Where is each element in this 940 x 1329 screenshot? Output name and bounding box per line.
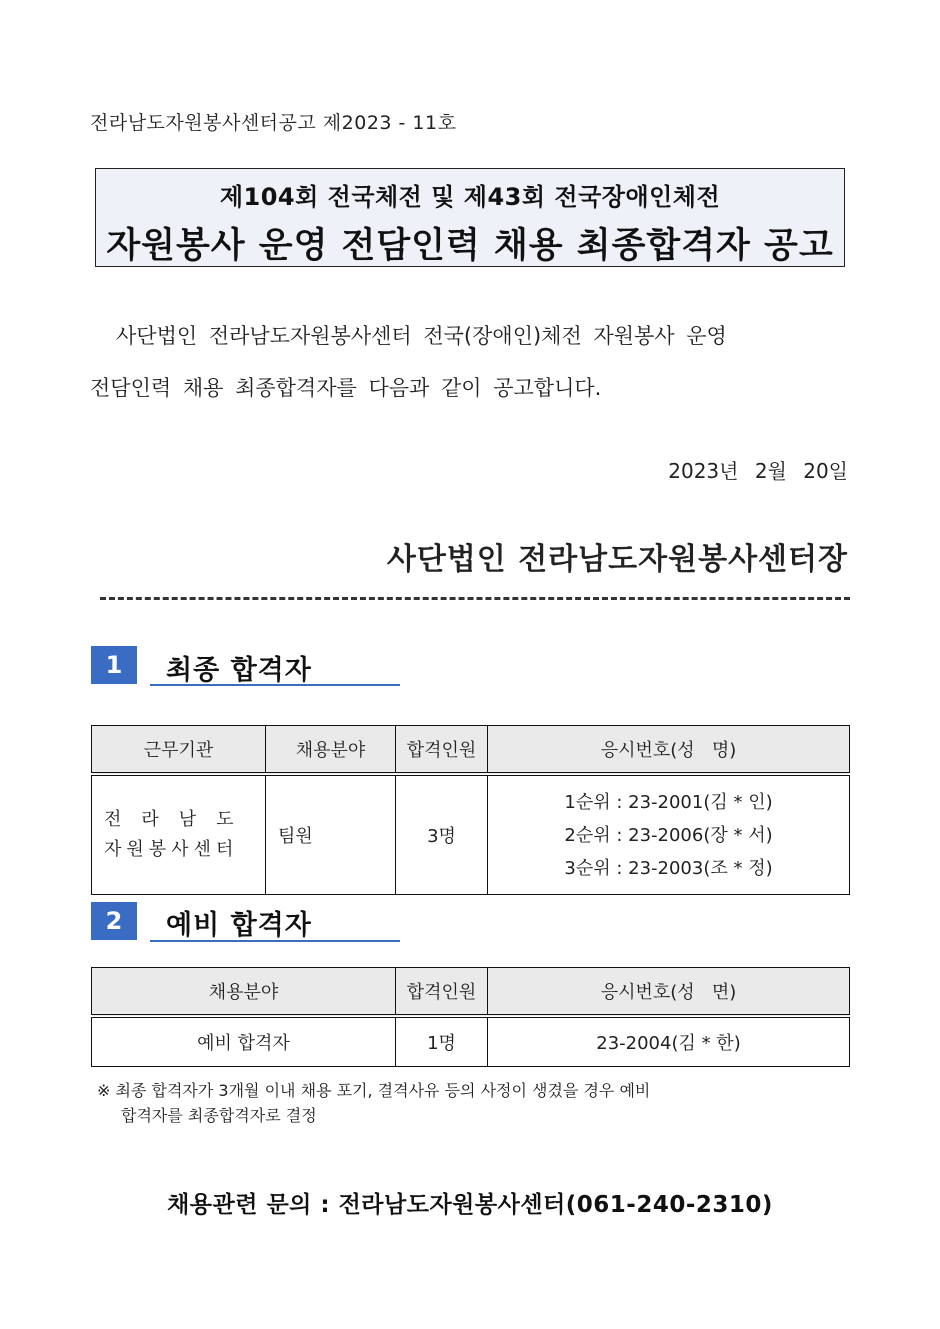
section-2-underline xyxy=(150,940,400,942)
ranks-cell xyxy=(488,774,850,895)
rank-item: 1순위 : 23-2001(김 * 인) xyxy=(564,791,773,813)
org-line-2: 자원봉사센터 xyxy=(104,839,239,860)
header-org: 근무기관 xyxy=(92,726,266,775)
section-1-underline xyxy=(150,684,400,686)
section-1-title: 최종 합격자 xyxy=(166,655,312,686)
intro-line-1: 사단법인 전라남도자원봉사센터 전국(장애인)체전 자원봉사 운영 xyxy=(116,324,727,348)
title-box xyxy=(95,168,845,267)
table-header-row xyxy=(92,726,850,775)
note-line-2: 합격자를 최종합격자로 결정 xyxy=(121,1106,317,1125)
final-candidates-table xyxy=(91,725,850,895)
field-cell: 팀원 xyxy=(266,774,396,895)
notice-date: 2023년 2월 20일 xyxy=(668,459,848,483)
count-cell: 1명 xyxy=(396,1016,488,1067)
table-row xyxy=(92,1016,850,1067)
reserve-candidates-table xyxy=(91,967,850,1067)
rank-item: 2순위 : 23-2006(장 * 서) xyxy=(564,824,773,846)
header-applicant: 응시번호(성 명) xyxy=(488,726,850,775)
note-line-1: ※ 최종 합격자가 3개월 이내 채용 포기, 결격사유 등의 사정이 생겼을 경우 예비 xyxy=(97,1081,651,1100)
header-applicant: 응시번호(성 면) xyxy=(488,968,850,1017)
header-field: 채용분야 xyxy=(266,726,396,775)
header-count: 합격인원 xyxy=(396,726,488,775)
org-cell xyxy=(92,774,266,895)
intro-paragraph xyxy=(90,310,850,414)
section-1-number: 1 xyxy=(91,646,137,684)
count-cell: 3명 xyxy=(396,774,488,895)
contact-info: 채용관련 문의 : 전라남도자원봉사센터(061-240-2310) xyxy=(167,1192,773,1218)
applicant-cell: 23-2004(김 * 한) xyxy=(488,1016,850,1067)
header-field: 채용분야 xyxy=(92,968,396,1017)
dashed-divider xyxy=(100,597,850,600)
header-count: 합격인원 xyxy=(396,968,488,1017)
section-2-number: 2 xyxy=(91,902,137,940)
notice-number: 전라남도자원봉사센터공고 제2023 - 11호 xyxy=(90,112,457,134)
reserve-note xyxy=(97,1078,857,1128)
section-2-title: 예비 합격자 xyxy=(166,910,312,941)
rank-item: 3순위 : 23-2003(조 * 정) xyxy=(564,857,773,879)
issuer-name: 사단법인 전라남도자원봉사센터장 xyxy=(386,542,848,577)
title-line-1: 제104회 전국체전 및 제43회 전국장애인체전 xyxy=(219,183,721,211)
table-row xyxy=(92,774,850,895)
intro-line-2: 전담인력 채용 최종합격자를 다음과 같이 공고합니다. xyxy=(90,376,602,400)
title-line-2: 자원봉사 운영 전담인력 채용 최종합격자 공고 xyxy=(106,226,834,266)
table-header-row xyxy=(92,968,850,1017)
field-cell: 예비 합격자 xyxy=(92,1016,396,1067)
org-line-1: 전라남도 xyxy=(104,809,254,830)
